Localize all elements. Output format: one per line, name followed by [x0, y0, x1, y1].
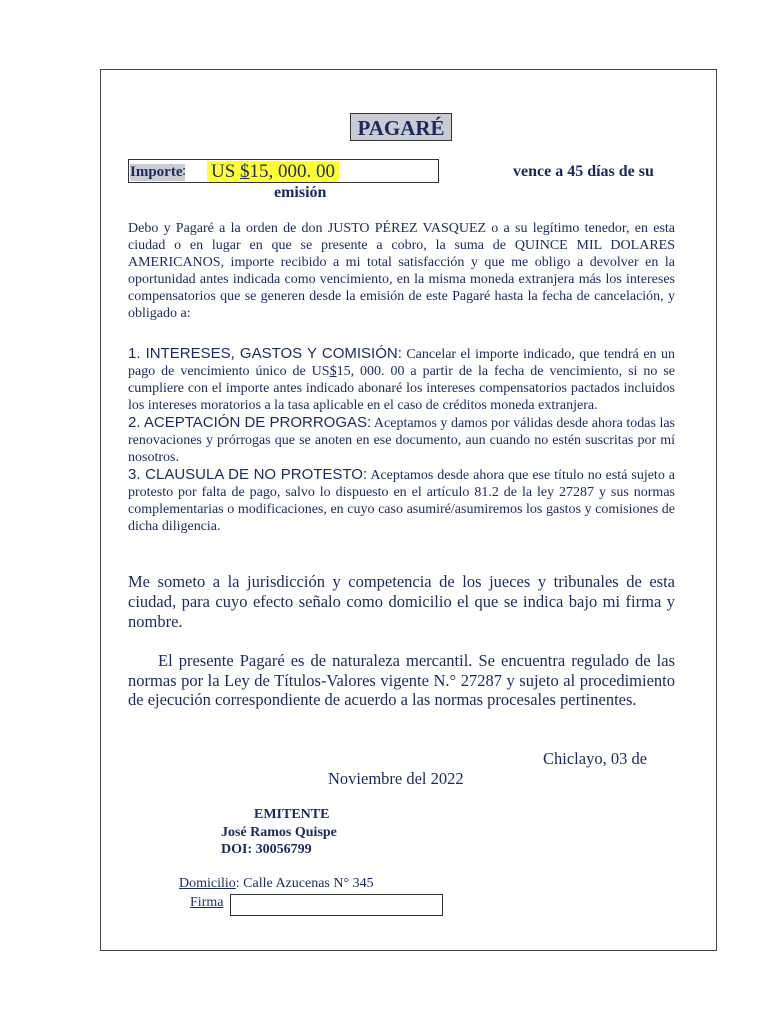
intro-paragraph: Debo y Pagaré a la orden de don JUSTO PÉREZ VASQUEZ o a su legítimo tenedor, en esta ciudad o en lugar en que se presente a cobro, la suma de QUINCE MIL DOLARES AMERICANOS, importe recibido a mi total satisfacción y que me obligo a devolver en la oportunidad antes indicada como vencimiento, en la misma moneda extranjera más los intereses compensatorios que se generen desde la emisión de este Pagaré hasta la fecha de cancelación, y obligado a:: [128, 221, 675, 321]
clause-3: [128, 466, 675, 535]
clause-1-heading: 1. INTERESES, GASTOS Y COMISIÓN:: [128, 345, 402, 362]
date-text: Noviembre del 2022: [328, 769, 464, 788]
domicilio-value: : Calle Azucenas N° 345: [235, 876, 374, 891]
signature-field[interactable]: [230, 894, 443, 916]
clause-3-heading: 3. CLAUSULA DE NO PROTESTO:: [128, 466, 368, 483]
clause-2-heading: 2. ACEPTACIÓN DE PRORROGAS:: [128, 414, 372, 431]
jurisdiction-paragraph: Me someto a la jurisdicción y competencia de los jueces y tribunales de esta ciudad, para cuyo efecto señalo como domicilio el que se indica bajo mi firma y nombre.: [128, 572, 675, 631]
domicilio-line: [179, 876, 374, 892]
clause-3-text: Aceptamos desde ahora que ese título no está sujeto a protesto por falta de pago, salvo lo dispuesto en el artículo 81.2 de la ley 27287 y sus normas complementarias o modificaciones, en cuyo caso asumiré/asumiremos los gastos y comisiones de dicha diligencia.: [128, 468, 675, 534]
nature-paragraph: El presente Pagaré es de naturaleza mercantil. Se encuentra regulado de las normas por la Ley de Títulos-Valores vigente N.° 27287 y sujeto al procedimiento de ejecución correspondiente de acuerdo a las normas procesales pertinentes.: [128, 651, 675, 709]
document-title: PAGARÉ: [350, 113, 452, 141]
importe-colon: :: [182, 163, 187, 179]
firma-label: Firma: [190, 895, 224, 910]
clause-1: [128, 345, 675, 414]
domicilio-label: Domicilio: [179, 876, 236, 891]
clauses-list: [128, 345, 675, 535]
emitente-name: José Ramos Quispe: [221, 825, 337, 840]
clause-1-text-a: Cancelar el importe indicado, que tendrá en un pago de vencimiento único de US: [128, 347, 676, 379]
emission-text: emisión: [274, 184, 327, 201]
place-text: Chiclayo, 03 de: [543, 749, 648, 768]
emitente-label: EMITENTE: [254, 807, 330, 822]
emitente-doi: DOI: 30056799: [221, 842, 312, 857]
dollar-symbol: $: [240, 161, 250, 182]
importe-amount: [207, 161, 339, 182]
importe-prefix: US: [211, 161, 241, 182]
clause-2: [128, 414, 675, 466]
importe-label: Importe: [130, 164, 183, 180]
clause-1-dollar: $: [329, 364, 337, 379]
due-text: vence a 45 días de su: [513, 163, 654, 180]
clause-2-text: Aceptamos y damos por válidas desde ahora todas las renovaciones y prórrogas que se anoten en ese documento, aun cuando no estén suscritas por mí nosotros.: [128, 416, 675, 465]
clause-1-text-b: 15, 000. 00 a partir de la fecha de vencimiento, si no se cumpliere con el importe antes indicado abonaré los intereses compensatorios pactados incluidos los intereses moratorios a la tasa aplicable en el caso de créditos moneda extranjera.: [128, 364, 675, 413]
importe-number: 15, 000. 00: [249, 161, 336, 182]
